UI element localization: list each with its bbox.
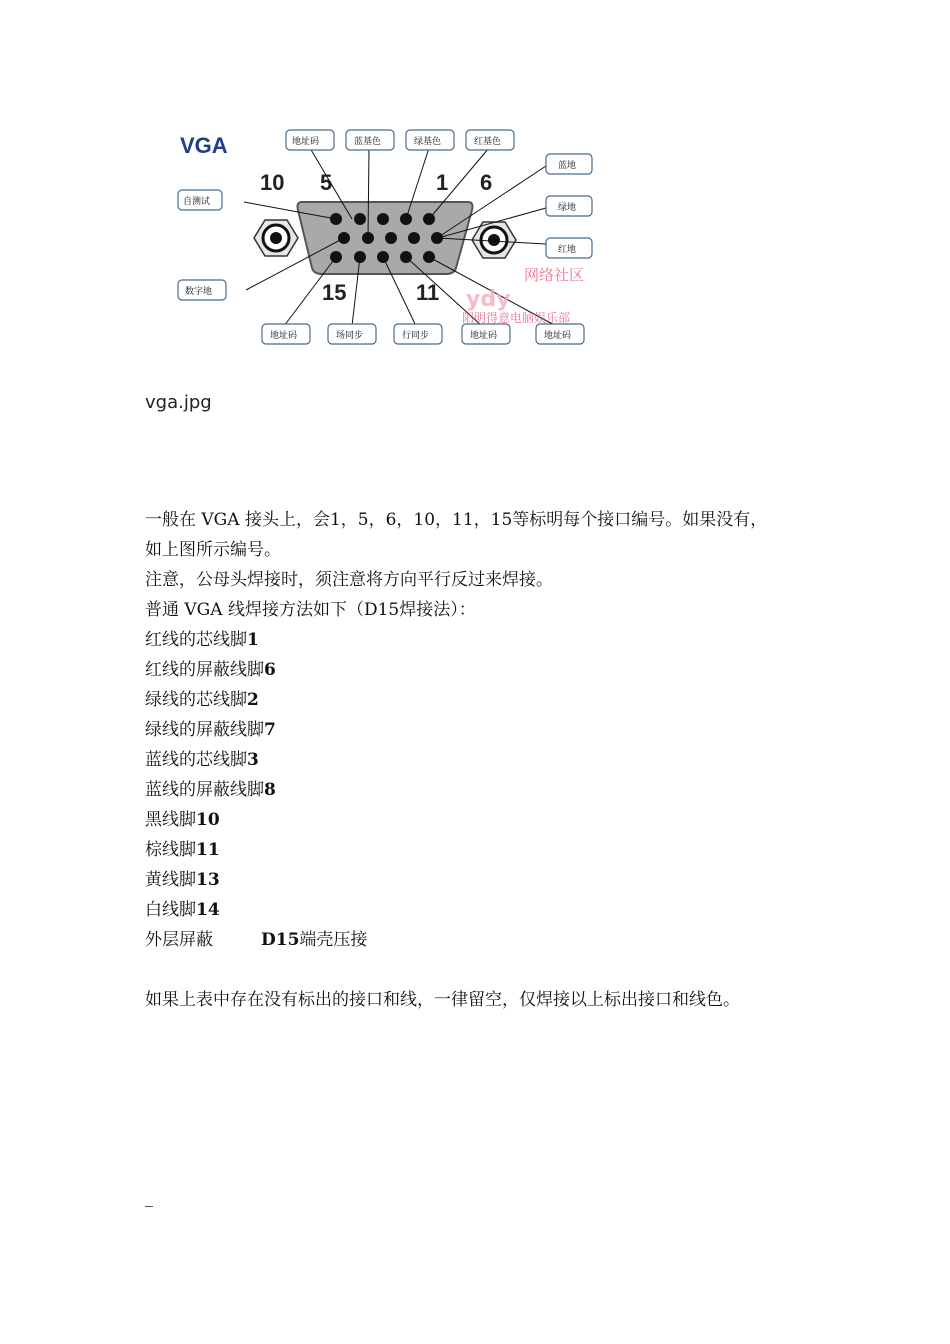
label-top-address-code: 地址码 bbox=[292, 137, 320, 147]
pin-line-red-shield bbox=[145, 655, 835, 685]
vga-pinout-image bbox=[174, 128, 596, 350]
label-bottom-hsync: 行同步 bbox=[402, 331, 430, 341]
pin-wire-label: 绿线的屏蔽线脚 bbox=[145, 720, 264, 740]
pin-number: 8 bbox=[264, 780, 276, 800]
label-top-green-primary: 绿基色 bbox=[414, 137, 442, 147]
pin-line-blue-shield bbox=[145, 775, 835, 805]
pin-number-11: 11 bbox=[416, 280, 440, 305]
intro-line-4: 普通 VGA 线焊接方法如下（D15焊接法）： bbox=[145, 600, 476, 620]
pin-number-5: 5 bbox=[320, 170, 333, 195]
pin-number-6: 6 bbox=[480, 170, 493, 195]
pin-number-10: 10 bbox=[260, 170, 285, 195]
document-body bbox=[145, 505, 835, 1015]
pin-number: 7 bbox=[264, 720, 276, 740]
intro-line-2: 如上图所示编号。 bbox=[145, 540, 281, 560]
pin-wire-label: 绿线的芯线脚 bbox=[145, 690, 247, 710]
svg-text:ydy: ydy bbox=[466, 287, 511, 312]
pin-number: 10 bbox=[196, 810, 220, 830]
shield-label: 外层屏蔽 bbox=[145, 930, 213, 950]
pin-wire-label: 蓝线的屏蔽线脚 bbox=[145, 780, 264, 800]
pin-number: 3 bbox=[247, 750, 259, 770]
pin-number: 13 bbox=[196, 870, 220, 890]
closing-note: 如果上表中存在没有标出的接口和线，一律留空，仅焊接以上标出接口和线色。 bbox=[145, 990, 740, 1010]
label-top-blue-primary: 蓝基色 bbox=[354, 137, 382, 147]
label-right-red-ground: 红地 bbox=[558, 245, 577, 255]
label-bottom-address-code-2: 地址码 bbox=[470, 331, 498, 341]
intro-line-3: 注意，公母头焊接时，须注意将方向平行反过来焊接。 bbox=[145, 570, 553, 590]
pin-line-green-shield bbox=[145, 715, 835, 745]
label-top-red-primary: 红基色 bbox=[474, 137, 502, 147]
pin-wire-label: 黄线脚 bbox=[145, 870, 196, 890]
label-right-blue-ground: 蓝地 bbox=[558, 161, 577, 171]
label-bottom-address-code-3: 地址码 bbox=[544, 331, 572, 341]
pin-wire-label: 黑线脚 bbox=[145, 810, 196, 830]
pin-number-1: 1 bbox=[436, 170, 449, 195]
pin-number: 6 bbox=[264, 660, 276, 680]
label-bottom-vsync: 场同步 bbox=[336, 331, 364, 341]
vga-pinout-diagram bbox=[174, 128, 596, 350]
pin-line-white bbox=[145, 895, 835, 925]
outer-shield-line bbox=[145, 925, 835, 955]
label-left-digital-ground: 数字地 bbox=[185, 287, 213, 297]
pin-line-yellow bbox=[145, 865, 835, 895]
pin-number: 14 bbox=[196, 900, 220, 920]
watermark-line-2: 阳明得意电脑娱乐部 bbox=[462, 311, 571, 325]
pin-line-brown bbox=[145, 835, 835, 865]
shield-connector-code: D15 bbox=[261, 930, 300, 950]
pin-wire-label: 红线的屏蔽线脚 bbox=[145, 660, 264, 680]
intro-line-1: 一般在 VGA 接头上，会1，5，6，10，11，15等标明每个接口编号。如果没有， bbox=[145, 510, 768, 530]
pin-line-blue-core bbox=[145, 745, 835, 775]
image-caption: vga.jpg bbox=[145, 392, 212, 413]
pin-wire-label: 棕线脚 bbox=[145, 840, 196, 860]
pin-wire-label: 蓝线的芯线脚 bbox=[145, 750, 247, 770]
pin-wire-label: 红线的芯线脚 bbox=[145, 630, 247, 650]
label-left-self-test: 自测试 bbox=[183, 197, 211, 207]
shield-method: 端壳压接 bbox=[299, 930, 368, 950]
pin-line-black bbox=[145, 805, 835, 835]
pin-number: 2 bbox=[247, 690, 259, 710]
label-bottom-address-code-1: 地址码 bbox=[270, 331, 298, 341]
diagram-title: VGA bbox=[180, 133, 228, 158]
pin-wire-label: 白线脚 bbox=[145, 900, 196, 920]
pin-line-green-core bbox=[145, 685, 835, 715]
pin-number: 11 bbox=[196, 840, 220, 860]
pin-number-15: 15 bbox=[322, 280, 347, 305]
pin-number: 1 bbox=[247, 630, 259, 650]
pin-line-red-core bbox=[145, 625, 835, 655]
footer-mark bbox=[145, 1206, 153, 1207]
label-right-green-ground: 绿地 bbox=[558, 203, 577, 213]
watermark-line-1: 网络社区 bbox=[524, 266, 585, 284]
